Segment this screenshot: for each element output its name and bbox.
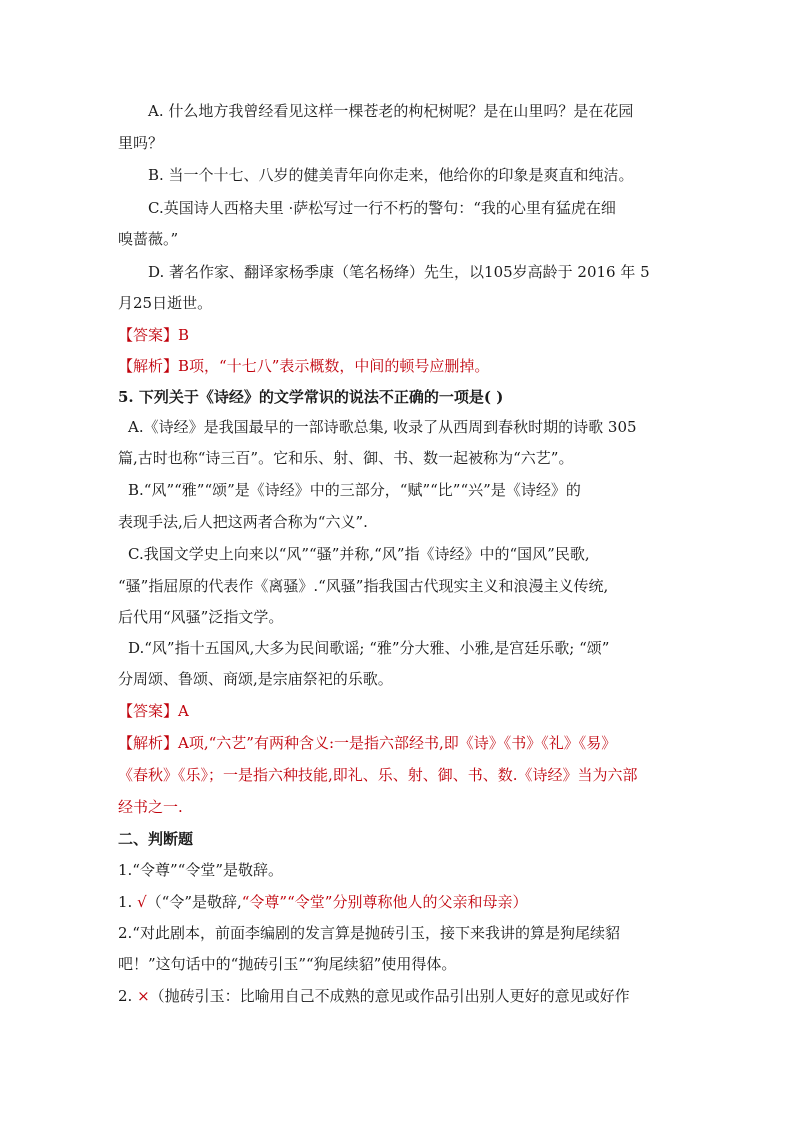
q4-option-c-line2: 嗅蔷薇。” xyxy=(118,230,179,248)
answer-value: B xyxy=(178,326,190,344)
q5-option-b-line2: 表现手法,后人把这两者合称为“六义”. xyxy=(118,513,368,531)
cross-mark-icon: × xyxy=(137,987,150,1005)
q4-option-b: B. 当一个十七、八岁的健美青年向你走来，他给你的印象是爽直和纯洁。 xyxy=(148,166,634,184)
q4-option-d-line1: D. 著名作家、翻译家杨季康（笔名杨绛）先生，以105岁高龄于 2016 年 5 xyxy=(148,263,650,281)
answer-number: 2. xyxy=(118,987,138,1005)
judge-q2-line1: 2.“对此剧本，前面李编剧的发言算是抛砖引玉，接下来我讲的算是狗尾续貂 xyxy=(118,924,620,942)
answer-tag: 【答案】 xyxy=(118,326,179,344)
q4-option-c-line1: C.英国诗人西格夫里 ·萨松写过一行不朽的警句：“我的心里有猛虎在细 xyxy=(148,199,616,217)
judge-q2-line2: 吧！”这句话中的“抛砖引玉”“狗尾续貂”使用得体。 xyxy=(118,955,457,973)
q5-analysis-line3: 经书之一. xyxy=(118,798,183,816)
answer-value: A xyxy=(178,702,189,720)
q5-option-a-line1: A.《诗经》是我国最早的一部诗歌总集, 收录了从西周到春秋时期的诗歌 305 xyxy=(128,418,637,436)
q5-title: 5. 下列关于《诗经》的文学常识的说法不正确的一项是( ) xyxy=(118,388,504,406)
analysis-text: B项，“十七八”表示概数，中间的顿号应删掉。 xyxy=(178,357,490,375)
q4-option-a-line2: 里吗？ xyxy=(118,134,164,152)
judge-a1 xyxy=(118,892,527,912)
q5-analysis-line1 xyxy=(118,733,616,753)
q4-option-d-line2: 月25日逝世。 xyxy=(118,294,213,312)
analysis-tag: 【解析】 xyxy=(118,734,179,752)
q5-option-c-line3: 后代用“风骚”泛指文学。 xyxy=(118,608,284,626)
q5-analysis-line2: 《春秋》《乐》；一是指六种技能,即礼、乐、射、御、书、数.《诗经》当为六部 xyxy=(118,766,638,784)
answer-explanation: “令尊”“令堂”分别尊称他人的父亲和母亲） xyxy=(241,893,528,911)
check-mark-icon: √ xyxy=(137,893,147,911)
q4-analysis xyxy=(118,356,489,376)
q4-option-a-line1: A. 什么地方我曾经看见这样一棵苍老的枸杞树呢？是在山里吗？是在花园 xyxy=(148,102,634,120)
judge-q1: 1.“令尊”“令堂”是敬辞。 xyxy=(118,861,283,879)
section-heading: 二、判断题 xyxy=(118,830,194,848)
answer-tag: 【答案】 xyxy=(118,702,179,720)
q5-option-c-line1: C.我国文学史上向来以“风”“骚”并称,“风”指《诗经》中的“国风”民歌, xyxy=(128,545,590,563)
answer-note: （“令”是敬辞, xyxy=(146,893,242,911)
q5-option-d-line2: 分周颂、鲁颂、商颂,是宗庙祭祀的乐歌。 xyxy=(118,670,393,688)
q5-option-b-line1: B.“风”“雅”“颂”是《诗经》中的三部分，“赋”“比”“兴”是《诗经》的 xyxy=(128,481,581,499)
answer-explanation: （抛砖引玉：比喻用自己不成熟的意见或作品引出别人更好的意见或好作 xyxy=(149,987,630,1005)
judge-a2 xyxy=(118,986,630,1006)
q5-option-d-line1: D.“风”指十五国风,大多为民间歌谣; “雅”分大雅、小雅,是宫廷乐歌; “颂” xyxy=(128,639,610,657)
q4-answer xyxy=(118,325,189,345)
q5-answer xyxy=(118,701,189,721)
analysis-text: A项,“六艺”有两种含义:一是指六部经书,即《诗》《书》《礼》《易》 xyxy=(178,734,617,752)
q5-option-a-line2: 篇,古时也称“诗三百”。它和乐、射、御、书、数一起被称为“六艺”。 xyxy=(118,449,574,467)
answer-number: 1. xyxy=(118,893,138,911)
analysis-tag: 【解析】 xyxy=(118,357,179,375)
q5-option-c-line2: “骚”指屈原的代表作《离骚》.“风骚”指我国古代现实主义和浪漫主义传统, xyxy=(118,577,609,595)
